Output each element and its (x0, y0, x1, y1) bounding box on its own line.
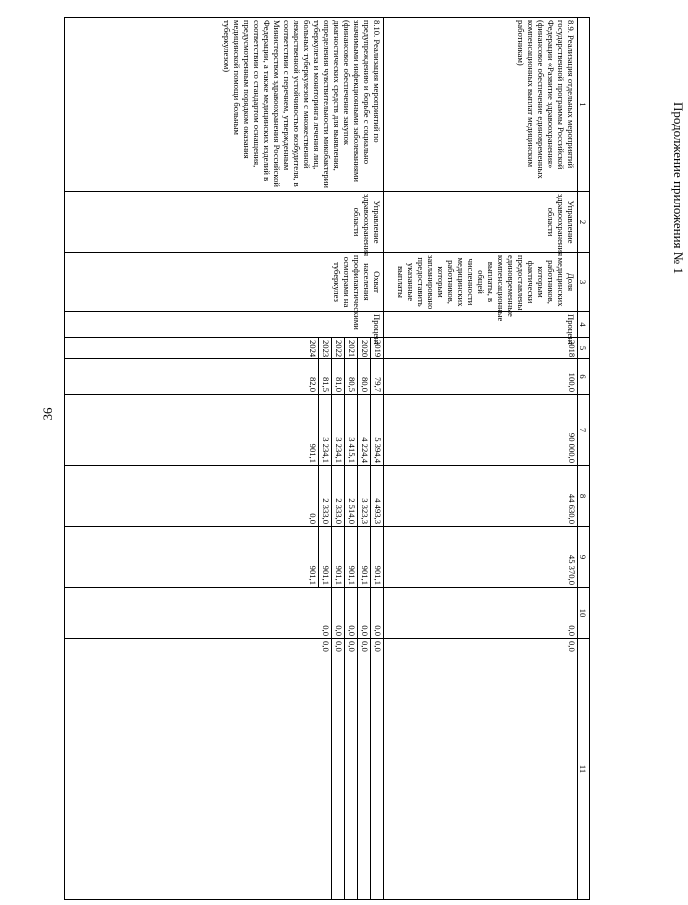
table-row (65, 18, 384, 900)
unit: Процент (384, 312, 578, 338)
column-header-10: 10 (578, 588, 590, 639)
table-cell-value: 2024 (308, 340, 318, 358)
table-cell-value: 0,0 (321, 625, 331, 636)
table-cell-value: 82,0 (308, 376, 318, 392)
table-cell-value: 0,0 (321, 641, 331, 652)
federal-funding (65, 466, 383, 526)
measure-name: 8.10. Реализация мероприятий по предупреждению и борьбе с социально значимыми инфекционными заболеваниями (финансовое обеспечение закупок диагностических средств для выявления, определения чувствительности микобактерии туберкулеза и мониторинга лечения лиц, больных туберкулезом с множественной лекарственной устойчивостью возбудителя, в соответствии с перечнем, утвержденным Министерством здравоохранения Российской Федерации, а также медицинских изделий в соответствии со стандартом оснащения, предусмотренным порядком оказания медицинской помощи больным туберкулезом) (65, 18, 384, 192)
table-cell-value: 0,0 (567, 625, 577, 636)
table-cell-value: 0,0 (370, 588, 383, 638)
table-cell-value: 45 370,0 (567, 554, 577, 585)
table-cell-value: 80,0 (357, 359, 370, 394)
table-cell-value: 901,1 (370, 527, 383, 587)
table-cell-value: 80,5 (344, 359, 357, 394)
table-cell-value: 901,1 (331, 527, 344, 587)
unit: Процент (65, 312, 384, 338)
table-cell-value: 90 000,0 (567, 432, 577, 463)
table-cell-value: 3 234,1 (331, 395, 344, 465)
table-cell-value: 901,1 (308, 443, 318, 463)
column-10-values (65, 588, 383, 638)
column-10-values (384, 588, 577, 638)
table-cell-value: 81,0 (331, 359, 344, 394)
table-cell-value: 2020 (357, 338, 370, 358)
column-header-4: 4 (578, 312, 590, 338)
table-cell-value: 0,0 (344, 588, 357, 638)
table-cell-value: 0,0 (344, 639, 357, 899)
column-header-5: 5 (578, 338, 590, 359)
program-table-container (66, 17, 590, 888)
table-cell-value: 0,0 (370, 639, 383, 899)
table-cell-value: 901,1 (308, 565, 318, 585)
table-cell-value: 3 234,1 (318, 395, 331, 465)
table-cell-value: 0,0 (331, 588, 344, 638)
table-row (384, 18, 578, 900)
column-number-row (578, 18, 590, 900)
table-cell-value: 4 493,3 (370, 466, 383, 526)
total-funding (384, 395, 577, 465)
regional-funding (65, 527, 383, 587)
responsible-executor: Управление здравоохранения области (384, 192, 578, 253)
table-cell-value: 901,1 (318, 527, 331, 587)
table-cell-value: 901,1 (357, 527, 370, 587)
table-cell-value: 2 514,0 (344, 466, 357, 526)
indicator-name: Доля медицинских работников, которым фактически предоставлены единовременные компенсационные выплаты, в общей численности медицинских работников, которым запланировано предоставить указанные выплаты (384, 253, 578, 312)
table-cell-value: 5 394,4 (370, 395, 383, 465)
table-cell-value: 4 224,4 (357, 395, 370, 465)
table-cell-value: 0,0 (357, 588, 370, 638)
column-header-6: 6 (578, 359, 590, 395)
column-11-values (384, 639, 577, 899)
column-11-values (65, 639, 383, 899)
table-cell-value: 2023 (318, 338, 331, 358)
federal-funding (384, 466, 577, 526)
table-cell-value: 2019 (370, 338, 383, 358)
column-header-3: 3 (578, 253, 590, 312)
table-cell-value: 79,7 (370, 359, 383, 394)
column-header-9: 9 (578, 527, 590, 588)
table-cell-value: 0,0 (567, 641, 577, 652)
program-table (64, 17, 590, 900)
table-cell-value: 2 333,0 (331, 466, 344, 526)
table-cell-value: 0,0 (331, 639, 344, 899)
column-header-11: 11 (578, 639, 590, 900)
column-header-1: 1 (578, 18, 590, 192)
responsible-executor: Управление здравоохранения области (65, 192, 384, 253)
column-header-8: 8 (578, 466, 590, 527)
years-list (384, 338, 577, 358)
indicator-values (65, 359, 383, 394)
table-cell-value: 0,0 (357, 639, 370, 899)
table-cell-value: 901,1 (344, 527, 357, 587)
total-funding (65, 395, 383, 465)
indicator-values (384, 359, 577, 394)
table-cell-value: 2022 (331, 338, 344, 358)
table-cell-value: 3 415,1 (344, 395, 357, 465)
column-header-7: 7 (578, 395, 590, 466)
table-cell-value: 44 630,0 (567, 493, 577, 524)
page-number: 36 (40, 407, 55, 421)
table-cell-value: 2 333,0 (318, 466, 331, 526)
table-cell-value: 2021 (344, 338, 357, 358)
table-cell-value: 100,0 (567, 372, 577, 392)
table-cell-value: 2018 (567, 340, 577, 358)
table-cell-value: 0,0 (308, 513, 318, 524)
years-list (65, 338, 383, 358)
table-cell-value: 81,5 (318, 359, 331, 394)
column-header-2: 2 (578, 192, 590, 253)
measure-name: 8.9. Реализация отдельных мероприятий государственной программы Российской Федерации «Развитие здравоохранения» (финансовое обеспечение единовременных компенсационных выплат медицинским работникам) (384, 18, 578, 192)
table-cell-value: 3 323,3 (357, 466, 370, 526)
indicator-name: Охват населения профилактическими осмотрами на туберкулез (65, 253, 384, 312)
regional-funding (384, 527, 577, 587)
appendix-continuation-header: Продолжение приложения № 1 (671, 102, 686, 274)
